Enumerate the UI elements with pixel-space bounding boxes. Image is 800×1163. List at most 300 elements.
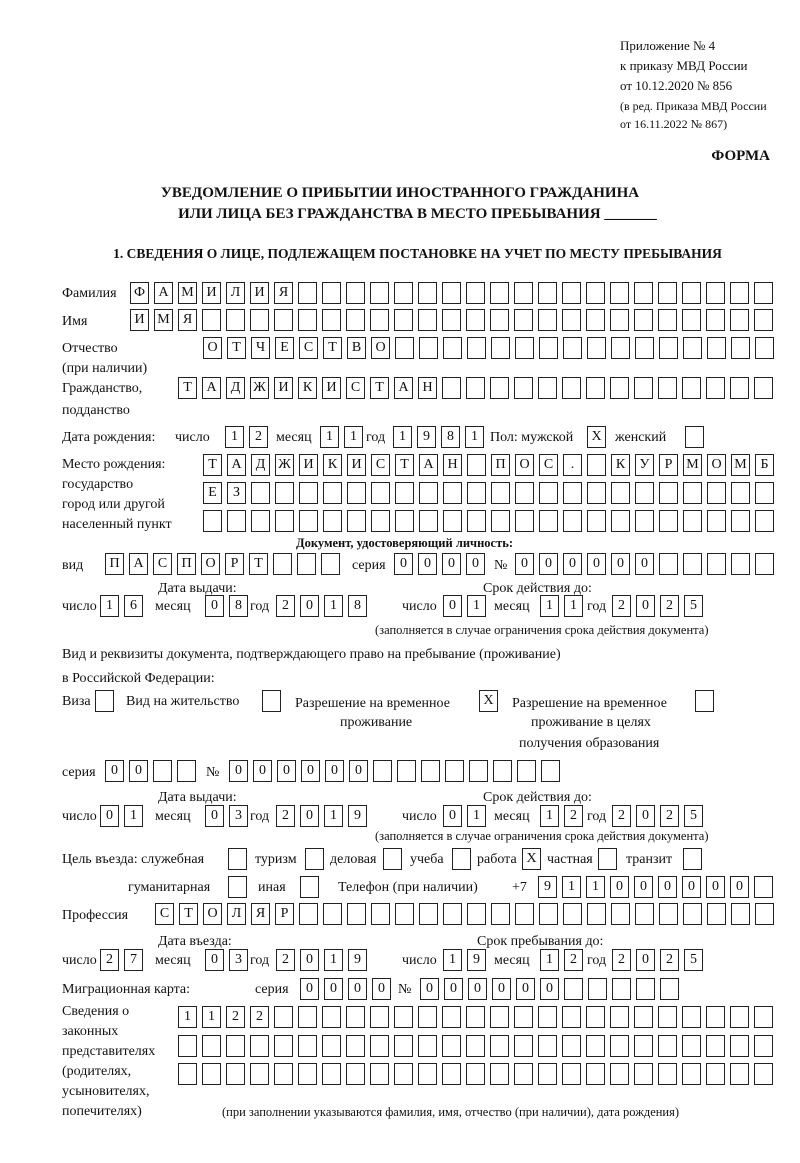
char-cell[interactable] — [442, 1035, 461, 1057]
char-cell[interactable]: 5 — [684, 595, 703, 617]
char-cell[interactable] — [226, 1063, 245, 1085]
char-cell[interactable] — [347, 510, 366, 532]
char-cell[interactable]: Т — [323, 337, 342, 359]
char-cell[interactable] — [346, 1035, 365, 1057]
char-cell[interactable]: 2 — [249, 426, 268, 448]
sex-female-checkbox[interactable] — [685, 426, 709, 448]
char-cell[interactable]: Н — [443, 454, 462, 476]
char-cell[interactable] — [371, 482, 390, 504]
purpose-official-checkbox[interactable] — [228, 848, 252, 870]
id-valid-year-field[interactable] — [612, 595, 708, 617]
char-cell[interactable]: 0 — [105, 760, 124, 782]
char-cell[interactable] — [347, 482, 366, 504]
char-cell[interactable] — [299, 482, 318, 504]
purpose-business-checkbox[interactable] — [383, 848, 407, 870]
char-cell[interactable] — [442, 377, 461, 399]
char-cell[interactable] — [563, 903, 582, 925]
char-cell[interactable] — [419, 903, 438, 925]
char-cell[interactable] — [539, 337, 558, 359]
char-cell[interactable] — [634, 1006, 653, 1028]
char-cell[interactable]: 0 — [634, 876, 653, 898]
stay-until-month-field[interactable] — [540, 949, 588, 971]
char-cell[interactable] — [611, 903, 630, 925]
char-cell[interactable] — [754, 309, 773, 331]
char-cell[interactable]: Р — [275, 903, 294, 925]
id-issue-year-field[interactable] — [276, 595, 372, 617]
char-cell[interactable] — [610, 309, 629, 331]
char-cell[interactable] — [682, 1063, 701, 1085]
char-cell[interactable] — [490, 1035, 509, 1057]
char-cell[interactable]: Е — [203, 482, 222, 504]
char-cell[interactable]: 1 — [540, 595, 559, 617]
char-cell[interactable] — [587, 510, 606, 532]
char-cell[interactable] — [683, 482, 702, 504]
char-cell[interactable] — [323, 903, 342, 925]
char-cell[interactable]: О — [203, 903, 222, 925]
char-cell[interactable] — [202, 1063, 221, 1085]
id-issue-day-field[interactable] — [100, 595, 148, 617]
char-cell[interactable] — [610, 1035, 629, 1057]
char-cell[interactable]: О — [515, 454, 534, 476]
char-cell[interactable]: 8 — [348, 595, 367, 617]
char-cell[interactable] — [442, 1063, 461, 1085]
char-cell[interactable] — [634, 282, 653, 304]
char-cell[interactable] — [370, 282, 389, 304]
char-cell[interactable]: И — [250, 282, 269, 304]
char-cell[interactable]: 9 — [348, 805, 367, 827]
char-cell[interactable] — [610, 1006, 629, 1028]
char-cell[interactable] — [562, 377, 581, 399]
purpose-private-checkbox[interactable] — [598, 848, 622, 870]
char-cell[interactable]: И — [347, 454, 366, 476]
char-cell[interactable] — [371, 510, 390, 532]
char-cell[interactable] — [298, 309, 317, 331]
birthplace-field-3[interactable] — [203, 510, 779, 532]
char-cell[interactable] — [707, 903, 726, 925]
char-cell[interactable] — [754, 1063, 773, 1085]
char-cell[interactable] — [539, 482, 558, 504]
char-cell[interactable] — [611, 510, 630, 532]
char-cell[interactable] — [275, 510, 294, 532]
char-cell[interactable]: 1 — [324, 949, 343, 971]
char-cell[interactable] — [707, 553, 726, 575]
char-cell[interactable]: 7 — [124, 949, 143, 971]
char-cell[interactable] — [299, 510, 318, 532]
char-cell[interactable] — [731, 553, 750, 575]
char-cell[interactable] — [394, 282, 413, 304]
char-cell[interactable]: 0 — [444, 978, 463, 1000]
purpose-humanitarian-checkbox[interactable] — [228, 876, 252, 898]
char-cell[interactable]: 1 — [562, 876, 581, 898]
char-cell[interactable]: 1 — [320, 426, 339, 448]
char-cell[interactable] — [706, 1063, 725, 1085]
char-cell[interactable] — [658, 1063, 677, 1085]
char-cell[interactable]: X — [587, 426, 606, 448]
char-cell[interactable] — [612, 978, 631, 1000]
char-cell[interactable]: О — [201, 553, 220, 575]
char-cell[interactable]: 1 — [540, 949, 559, 971]
char-cell[interactable] — [442, 1006, 461, 1028]
char-cell[interactable]: 1 — [564, 595, 583, 617]
char-cell[interactable] — [95, 690, 114, 712]
char-cell[interactable] — [322, 1006, 341, 1028]
char-cell[interactable]: П — [177, 553, 196, 575]
char-cell[interactable] — [731, 482, 750, 504]
char-cell[interactable] — [322, 1063, 341, 1085]
char-cell[interactable]: 1 — [540, 805, 559, 827]
char-cell[interactable]: К — [323, 454, 342, 476]
char-cell[interactable]: 1 — [225, 426, 244, 448]
char-cell[interactable]: Я — [274, 282, 293, 304]
char-cell[interactable] — [394, 1063, 413, 1085]
char-cell[interactable] — [586, 282, 605, 304]
profession-field[interactable] — [155, 903, 779, 925]
char-cell[interactable]: 0 — [325, 760, 344, 782]
right-doc-valid-year-field[interactable] — [612, 805, 708, 827]
char-cell[interactable] — [419, 337, 438, 359]
char-cell[interactable]: 1 — [586, 876, 605, 898]
char-cell[interactable] — [611, 482, 630, 504]
char-cell[interactable] — [394, 1006, 413, 1028]
char-cell[interactable] — [730, 1063, 749, 1085]
char-cell[interactable]: И — [202, 282, 221, 304]
char-cell[interactable] — [755, 482, 774, 504]
char-cell[interactable]: Ж — [250, 377, 269, 399]
char-cell[interactable]: 2 — [276, 595, 295, 617]
char-cell[interactable]: Т — [179, 903, 198, 925]
id-series-field[interactable] — [394, 553, 490, 575]
char-cell[interactable]: Т — [370, 377, 389, 399]
char-cell[interactable]: А — [394, 377, 413, 399]
char-cell[interactable] — [469, 760, 488, 782]
char-cell[interactable] — [346, 282, 365, 304]
migration-series-field[interactable] — [300, 978, 396, 1000]
char-cell[interactable] — [395, 903, 414, 925]
char-cell[interactable] — [538, 1063, 557, 1085]
char-cell[interactable]: 0 — [682, 876, 701, 898]
char-cell[interactable]: 0 — [610, 876, 629, 898]
char-cell[interactable] — [514, 309, 533, 331]
char-cell[interactable] — [321, 553, 340, 575]
char-cell[interactable]: 0 — [300, 805, 319, 827]
char-cell[interactable] — [730, 309, 749, 331]
id-valid-day-field[interactable] — [443, 595, 491, 617]
char-cell[interactable] — [754, 1035, 773, 1057]
char-cell[interactable] — [755, 337, 774, 359]
char-cell[interactable] — [251, 482, 270, 504]
char-cell[interactable] — [706, 282, 725, 304]
char-cell[interactable] — [394, 309, 413, 331]
char-cell[interactable]: X — [522, 848, 541, 870]
char-cell[interactable]: Н — [418, 377, 437, 399]
char-cell[interactable] — [491, 903, 510, 925]
char-cell[interactable]: 8 — [229, 595, 248, 617]
char-cell[interactable]: О — [371, 337, 390, 359]
char-cell[interactable] — [635, 337, 654, 359]
char-cell[interactable] — [490, 309, 509, 331]
char-cell[interactable]: Т — [178, 377, 197, 399]
char-cell[interactable] — [418, 1006, 437, 1028]
char-cell[interactable]: 0 — [300, 595, 319, 617]
char-cell[interactable] — [658, 1035, 677, 1057]
char-cell[interactable]: 0 — [394, 553, 413, 575]
char-cell[interactable] — [731, 337, 750, 359]
char-cell[interactable]: 0 — [205, 805, 224, 827]
char-cell[interactable] — [153, 760, 172, 782]
char-cell[interactable] — [635, 482, 654, 504]
char-cell[interactable] — [730, 282, 749, 304]
char-cell[interactable] — [611, 337, 630, 359]
char-cell[interactable] — [610, 377, 629, 399]
char-cell[interactable]: 1 — [443, 949, 462, 971]
char-cell[interactable] — [586, 309, 605, 331]
birth-year-field[interactable] — [393, 426, 489, 448]
char-cell[interactable]: К — [611, 454, 630, 476]
char-cell[interactable] — [370, 1063, 389, 1085]
char-cell[interactable] — [442, 282, 461, 304]
char-cell[interactable] — [634, 1035, 653, 1057]
char-cell[interactable] — [514, 1063, 533, 1085]
char-cell[interactable]: 2 — [100, 949, 119, 971]
char-cell[interactable] — [563, 337, 582, 359]
char-cell[interactable] — [754, 377, 773, 399]
sex-male-checkbox[interactable] — [587, 426, 611, 448]
char-cell[interactable] — [538, 282, 557, 304]
char-cell[interactable]: 0 — [349, 760, 368, 782]
char-cell[interactable]: 1 — [393, 426, 412, 448]
char-cell[interactable] — [514, 1006, 533, 1028]
char-cell[interactable] — [514, 282, 533, 304]
char-cell[interactable]: 0 — [229, 760, 248, 782]
char-cell[interactable]: 0 — [300, 949, 319, 971]
char-cell[interactable] — [539, 903, 558, 925]
char-cell[interactable] — [586, 1035, 605, 1057]
char-cell[interactable] — [418, 309, 437, 331]
char-cell[interactable]: 0 — [636, 949, 655, 971]
char-cell[interactable] — [562, 282, 581, 304]
char-cell[interactable]: 1 — [178, 1006, 197, 1028]
char-cell[interactable] — [466, 309, 485, 331]
char-cell[interactable] — [203, 510, 222, 532]
char-cell[interactable] — [682, 1006, 701, 1028]
citizenship-field[interactable] — [178, 377, 778, 399]
char-cell[interactable]: Т — [203, 454, 222, 476]
char-cell[interactable]: 0 — [277, 760, 296, 782]
purpose-work-checkbox[interactable] — [522, 848, 546, 870]
char-cell[interactable] — [659, 553, 678, 575]
char-cell[interactable]: 0 — [635, 553, 654, 575]
char-cell[interactable]: А — [227, 454, 246, 476]
right-doc-issue-year-field[interactable] — [276, 805, 372, 827]
char-cell[interactable]: Р — [659, 454, 678, 476]
char-cell[interactable]: 8 — [441, 426, 460, 448]
char-cell[interactable]: 0 — [636, 595, 655, 617]
char-cell[interactable]: З — [227, 482, 246, 504]
char-cell[interactable]: Б — [755, 454, 774, 476]
id-valid-month-field[interactable] — [540, 595, 588, 617]
char-cell[interactable] — [275, 482, 294, 504]
char-cell[interactable] — [346, 309, 365, 331]
char-cell[interactable]: 9 — [467, 949, 486, 971]
visa-checkbox[interactable] — [95, 690, 119, 712]
char-cell[interactable]: 2 — [660, 949, 679, 971]
reps-field-3[interactable] — [178, 1063, 778, 1085]
char-cell[interactable] — [515, 337, 534, 359]
char-cell[interactable] — [467, 337, 486, 359]
char-cell[interactable]: С — [153, 553, 172, 575]
char-cell[interactable] — [610, 1063, 629, 1085]
char-cell[interactable] — [683, 510, 702, 532]
char-cell[interactable] — [395, 482, 414, 504]
char-cell[interactable] — [442, 309, 461, 331]
char-cell[interactable] — [490, 1063, 509, 1085]
birthplace-field-2[interactable] — [203, 482, 779, 504]
char-cell[interactable] — [515, 482, 534, 504]
char-cell[interactable] — [635, 903, 654, 925]
right-doc-series-field[interactable] — [105, 760, 201, 782]
char-cell[interactable]: М — [154, 309, 173, 331]
char-cell[interactable] — [452, 848, 471, 870]
right-doc-issue-day-field[interactable] — [100, 805, 148, 827]
char-cell[interactable] — [346, 1063, 365, 1085]
char-cell[interactable]: 0 — [301, 760, 320, 782]
birth-month-field[interactable] — [320, 426, 368, 448]
char-cell[interactable] — [491, 510, 510, 532]
char-cell[interactable] — [250, 1063, 269, 1085]
char-cell[interactable] — [466, 282, 485, 304]
birth-day-field[interactable] — [225, 426, 273, 448]
char-cell[interactable] — [299, 903, 318, 925]
stay-until-day-field[interactable] — [443, 949, 491, 971]
char-cell[interactable]: 2 — [276, 949, 295, 971]
char-cell[interactable] — [730, 1006, 749, 1028]
char-cell[interactable] — [300, 876, 319, 898]
char-cell[interactable] — [517, 760, 536, 782]
char-cell[interactable]: 2 — [660, 805, 679, 827]
char-cell[interactable] — [658, 377, 677, 399]
char-cell[interactable]: М — [683, 454, 702, 476]
char-cell[interactable] — [371, 903, 390, 925]
char-cell[interactable] — [755, 903, 774, 925]
char-cell[interactable] — [598, 848, 617, 870]
char-cell[interactable]: Т — [395, 454, 414, 476]
entry-day-field[interactable] — [100, 949, 148, 971]
char-cell[interactable]: О — [707, 454, 726, 476]
char-cell[interactable]: 5 — [684, 949, 703, 971]
char-cell[interactable] — [563, 510, 582, 532]
char-cell[interactable] — [273, 553, 292, 575]
char-cell[interactable]: 1 — [465, 426, 484, 448]
char-cell[interactable] — [563, 482, 582, 504]
char-cell[interactable] — [466, 1063, 485, 1085]
char-cell[interactable] — [178, 1035, 197, 1057]
stay-until-year-field[interactable] — [612, 949, 708, 971]
char-cell[interactable] — [443, 510, 462, 532]
char-cell[interactable] — [421, 760, 440, 782]
id-kind-field[interactable] — [105, 553, 345, 575]
char-cell[interactable] — [635, 510, 654, 532]
char-cell[interactable] — [636, 978, 655, 1000]
char-cell[interactable]: 0 — [466, 553, 485, 575]
birthplace-field-1[interactable] — [203, 454, 779, 476]
char-cell[interactable] — [274, 1035, 293, 1057]
char-cell[interactable] — [634, 1063, 653, 1085]
char-cell[interactable] — [755, 553, 774, 575]
char-cell[interactable]: А — [202, 377, 221, 399]
char-cell[interactable] — [305, 848, 324, 870]
char-cell[interactable] — [490, 282, 509, 304]
char-cell[interactable]: 0 — [730, 876, 749, 898]
char-cell[interactable]: 6 — [124, 595, 143, 617]
char-cell[interactable]: 3 — [229, 805, 248, 827]
char-cell[interactable]: А — [419, 454, 438, 476]
char-cell[interactable] — [683, 337, 702, 359]
char-cell[interactable]: 3 — [229, 949, 248, 971]
char-cell[interactable]: 1 — [344, 426, 363, 448]
char-cell[interactable] — [659, 482, 678, 504]
char-cell[interactable] — [370, 309, 389, 331]
char-cell[interactable]: 9 — [538, 876, 557, 898]
char-cell[interactable] — [515, 510, 534, 532]
char-cell[interactable] — [227, 510, 246, 532]
char-cell[interactable]: X — [479, 690, 498, 712]
char-cell[interactable]: 2 — [612, 949, 631, 971]
char-cell[interactable] — [539, 510, 558, 532]
char-cell[interactable] — [754, 876, 773, 898]
char-cell[interactable]: 0 — [205, 595, 224, 617]
char-cell[interactable] — [731, 510, 750, 532]
char-cell[interactable]: О — [203, 337, 222, 359]
char-cell[interactable] — [274, 309, 293, 331]
char-cell[interactable] — [250, 309, 269, 331]
purpose-other-checkbox[interactable] — [300, 876, 324, 898]
char-cell[interactable]: 0 — [539, 553, 558, 575]
surname-field[interactable] — [130, 282, 778, 304]
char-cell[interactable] — [587, 337, 606, 359]
char-cell[interactable]: Л — [226, 282, 245, 304]
reps-field-2[interactable] — [178, 1035, 778, 1057]
char-cell[interactable] — [562, 1035, 581, 1057]
char-cell[interactable]: У — [635, 454, 654, 476]
char-cell[interactable]: М — [178, 282, 197, 304]
char-cell[interactable] — [658, 1006, 677, 1028]
char-cell[interactable] — [707, 337, 726, 359]
phone-field[interactable] — [538, 876, 778, 898]
char-cell[interactable]: С — [371, 454, 390, 476]
char-cell[interactable] — [226, 309, 245, 331]
entry-month-field[interactable] — [205, 949, 253, 971]
char-cell[interactable] — [443, 903, 462, 925]
char-cell[interactable] — [228, 848, 247, 870]
char-cell[interactable]: И — [322, 377, 341, 399]
char-cell[interactable] — [202, 1035, 221, 1057]
char-cell[interactable]: 0 — [563, 553, 582, 575]
char-cell[interactable]: 0 — [516, 978, 535, 1000]
char-cell[interactable]: 0 — [129, 760, 148, 782]
char-cell[interactable] — [493, 760, 512, 782]
right-doc-issue-month-field[interactable] — [205, 805, 253, 827]
char-cell[interactable]: 1 — [100, 595, 119, 617]
char-cell[interactable]: 2 — [612, 595, 631, 617]
char-cell[interactable]: Р — [225, 553, 244, 575]
char-cell[interactable] — [658, 282, 677, 304]
char-cell[interactable] — [298, 1035, 317, 1057]
char-cell[interactable]: М — [731, 454, 750, 476]
char-cell[interactable]: 1 — [202, 1006, 221, 1028]
char-cell[interactable] — [634, 309, 653, 331]
char-cell[interactable] — [564, 978, 583, 1000]
migration-number-field[interactable] — [420, 978, 684, 1000]
